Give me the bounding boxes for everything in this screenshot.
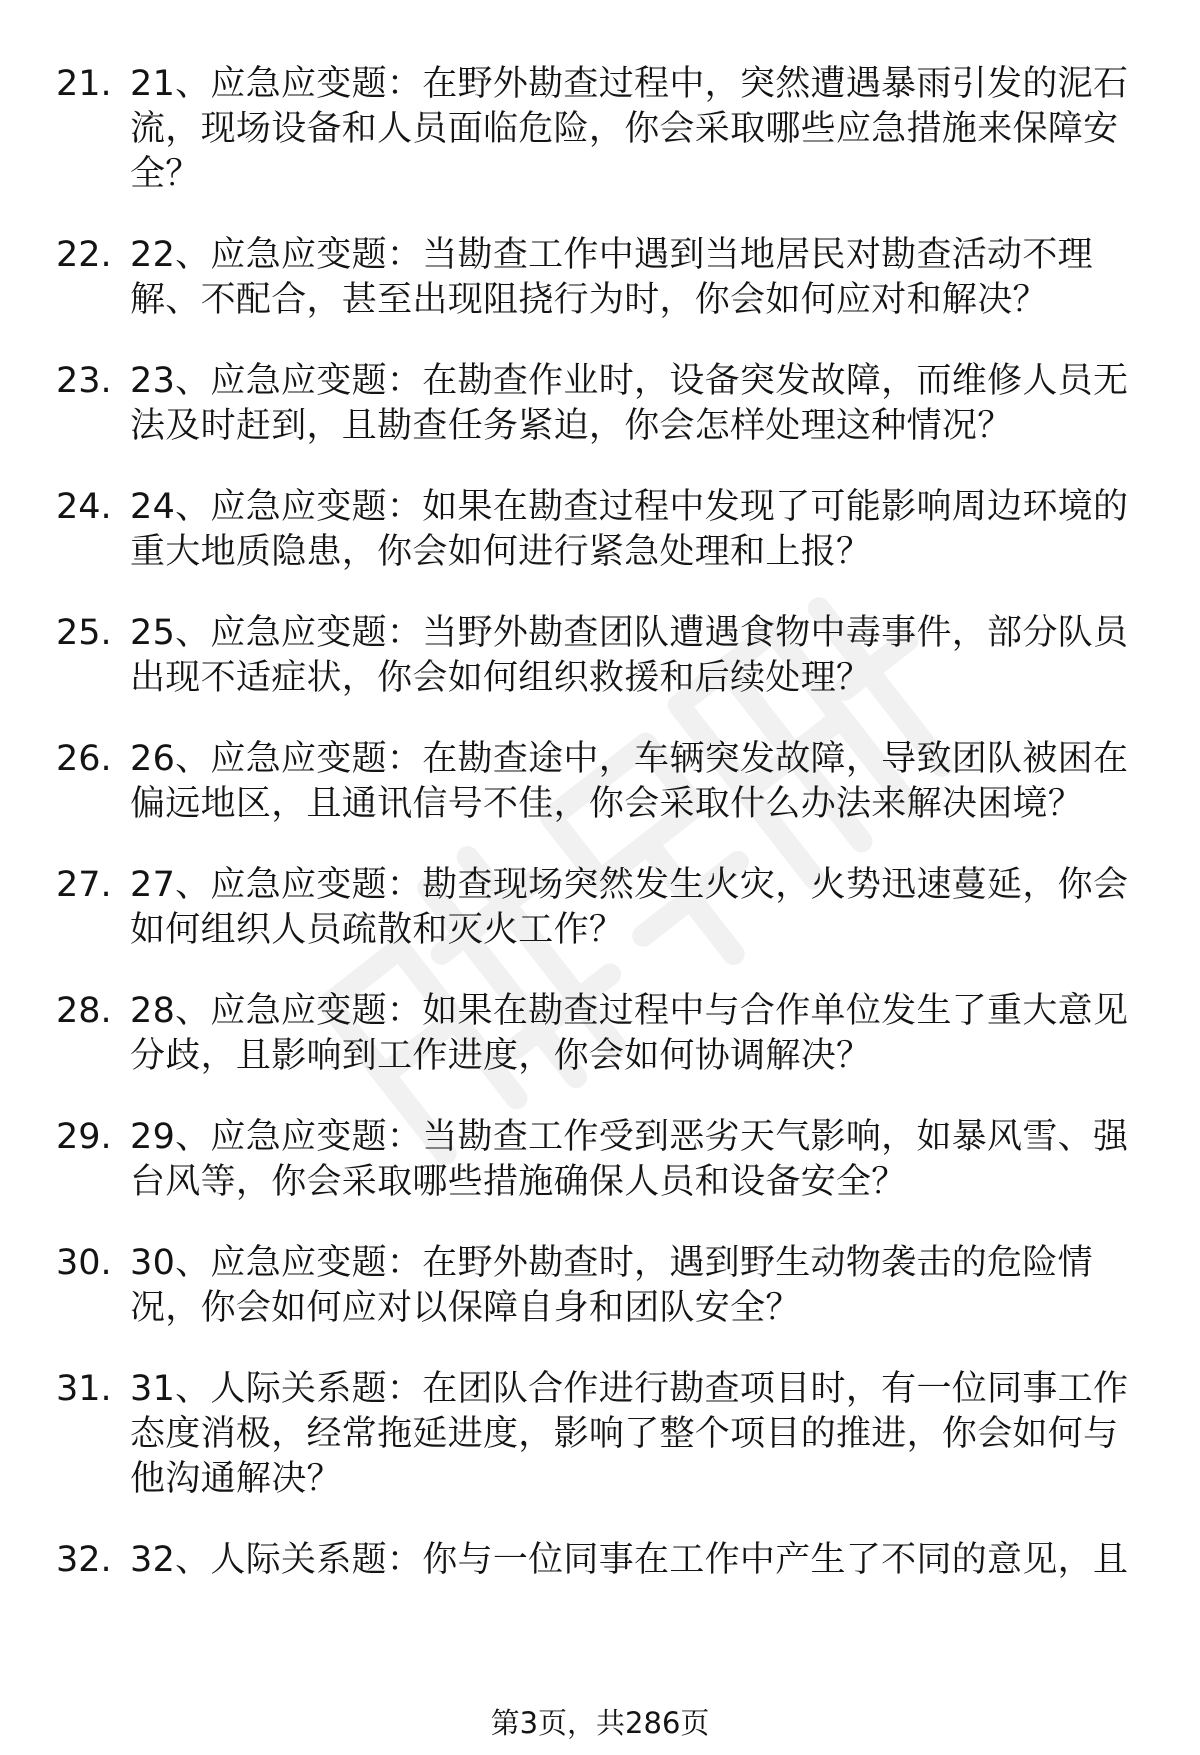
question-list <box>0 62 1200 1619</box>
list-item-text: 23、应急应变题：在勘查作业时，设备突发故障，而维修人员无法及时赶到，且勘查任务紧迫，你会怎样处理这种情况？ <box>130 361 1129 446</box>
list-item <box>0 1367 1200 1502</box>
list-item-number: 30. <box>56 1243 112 1283</box>
list-item-number: 29. <box>56 1117 112 1157</box>
list-item-text: 25、应急应变题：当野外勘查团队遭遇食物中毒事件，部分队员出现不适症状，你会如何组织救援和后续处理？ <box>130 613 1129 698</box>
list-item <box>0 485 1200 575</box>
list-item-number: 32. <box>56 1540 112 1580</box>
list-item <box>0 737 1200 827</box>
list-item-number: 23. <box>56 361 112 401</box>
list-item <box>0 359 1200 449</box>
list-item-text: 32、人际关系题：你与一位同事在工作中产生了不同的意见，且 <box>130 1540 1129 1580</box>
list-item-text: 30、应急应变题：在野外勘查时，遇到野生动物袭击的危险情况，你会如何应对以保障自身和团队安全？ <box>130 1243 1093 1328</box>
list-item-text: 31、人际关系题：在团队合作进行勘查项目时，有一位同事工作态度消极，经常拖延进度，影响了整个项目的推进，你会如何与他沟通解决？ <box>130 1369 1129 1499</box>
list-item-text: 21、应急应变题：在野外勘查过程中，突然遭遇暴雨引发的泥石流，现场设备和人员面临危险，你会采取哪些应急措施来保障安全？ <box>130 64 1129 194</box>
list-item <box>0 863 1200 953</box>
list-item <box>0 611 1200 701</box>
list-item-text: 22、应急应变题：当勘查工作中遇到当地居民对勘查活动不理解、不配合，甚至出现阻挠行为时，你会如何应对和解决？ <box>130 235 1093 320</box>
list-item-number: 27. <box>56 865 112 905</box>
page-footer: 第3页，共286页 <box>490 1706 710 1740</box>
list-item <box>0 1115 1200 1205</box>
list-item-text: 26、应急应变题：在勘查途中，车辆突发故障，导致团队被困在偏远地区，且通讯信号不佳，你会采取什么办法来解决困境？ <box>130 739 1129 824</box>
list-item <box>0 989 1200 1079</box>
list-item <box>0 62 1200 197</box>
list-item-text: 27、应急应变题：勘查现场突然发生火灾，火势迅速蔓延，你会如何组织人员疏散和灭火工作？ <box>130 865 1129 950</box>
list-item-number: 31. <box>56 1369 112 1409</box>
list-item <box>0 233 1200 323</box>
list-item-number: 21. <box>56 64 112 104</box>
list-item-number: 28. <box>56 991 112 1031</box>
list-item-text: 28、应急应变题：如果在勘查过程中与合作单位发生了重大意见分歧，且影响到工作进度，你会如何协调解决？ <box>130 991 1129 1076</box>
list-item-number: 22. <box>56 235 112 275</box>
list-item <box>0 1538 1200 1583</box>
list-item-number: 24. <box>56 487 112 527</box>
list-item <box>0 1241 1200 1331</box>
list-item-number: 26. <box>56 739 112 779</box>
list-item-number: 25. <box>56 613 112 653</box>
list-item-text: 29、应急应变题：当勘查工作受到恶劣天气影响，如暴风雪、强台风等，你会采取哪些措施确保人员和设备安全？ <box>130 1117 1129 1202</box>
list-item-text: 24、应急应变题：如果在勘查过程中发现了可能影响周边环境的重大地质隐患，你会如何进行紧急处理和上报？ <box>130 487 1129 572</box>
